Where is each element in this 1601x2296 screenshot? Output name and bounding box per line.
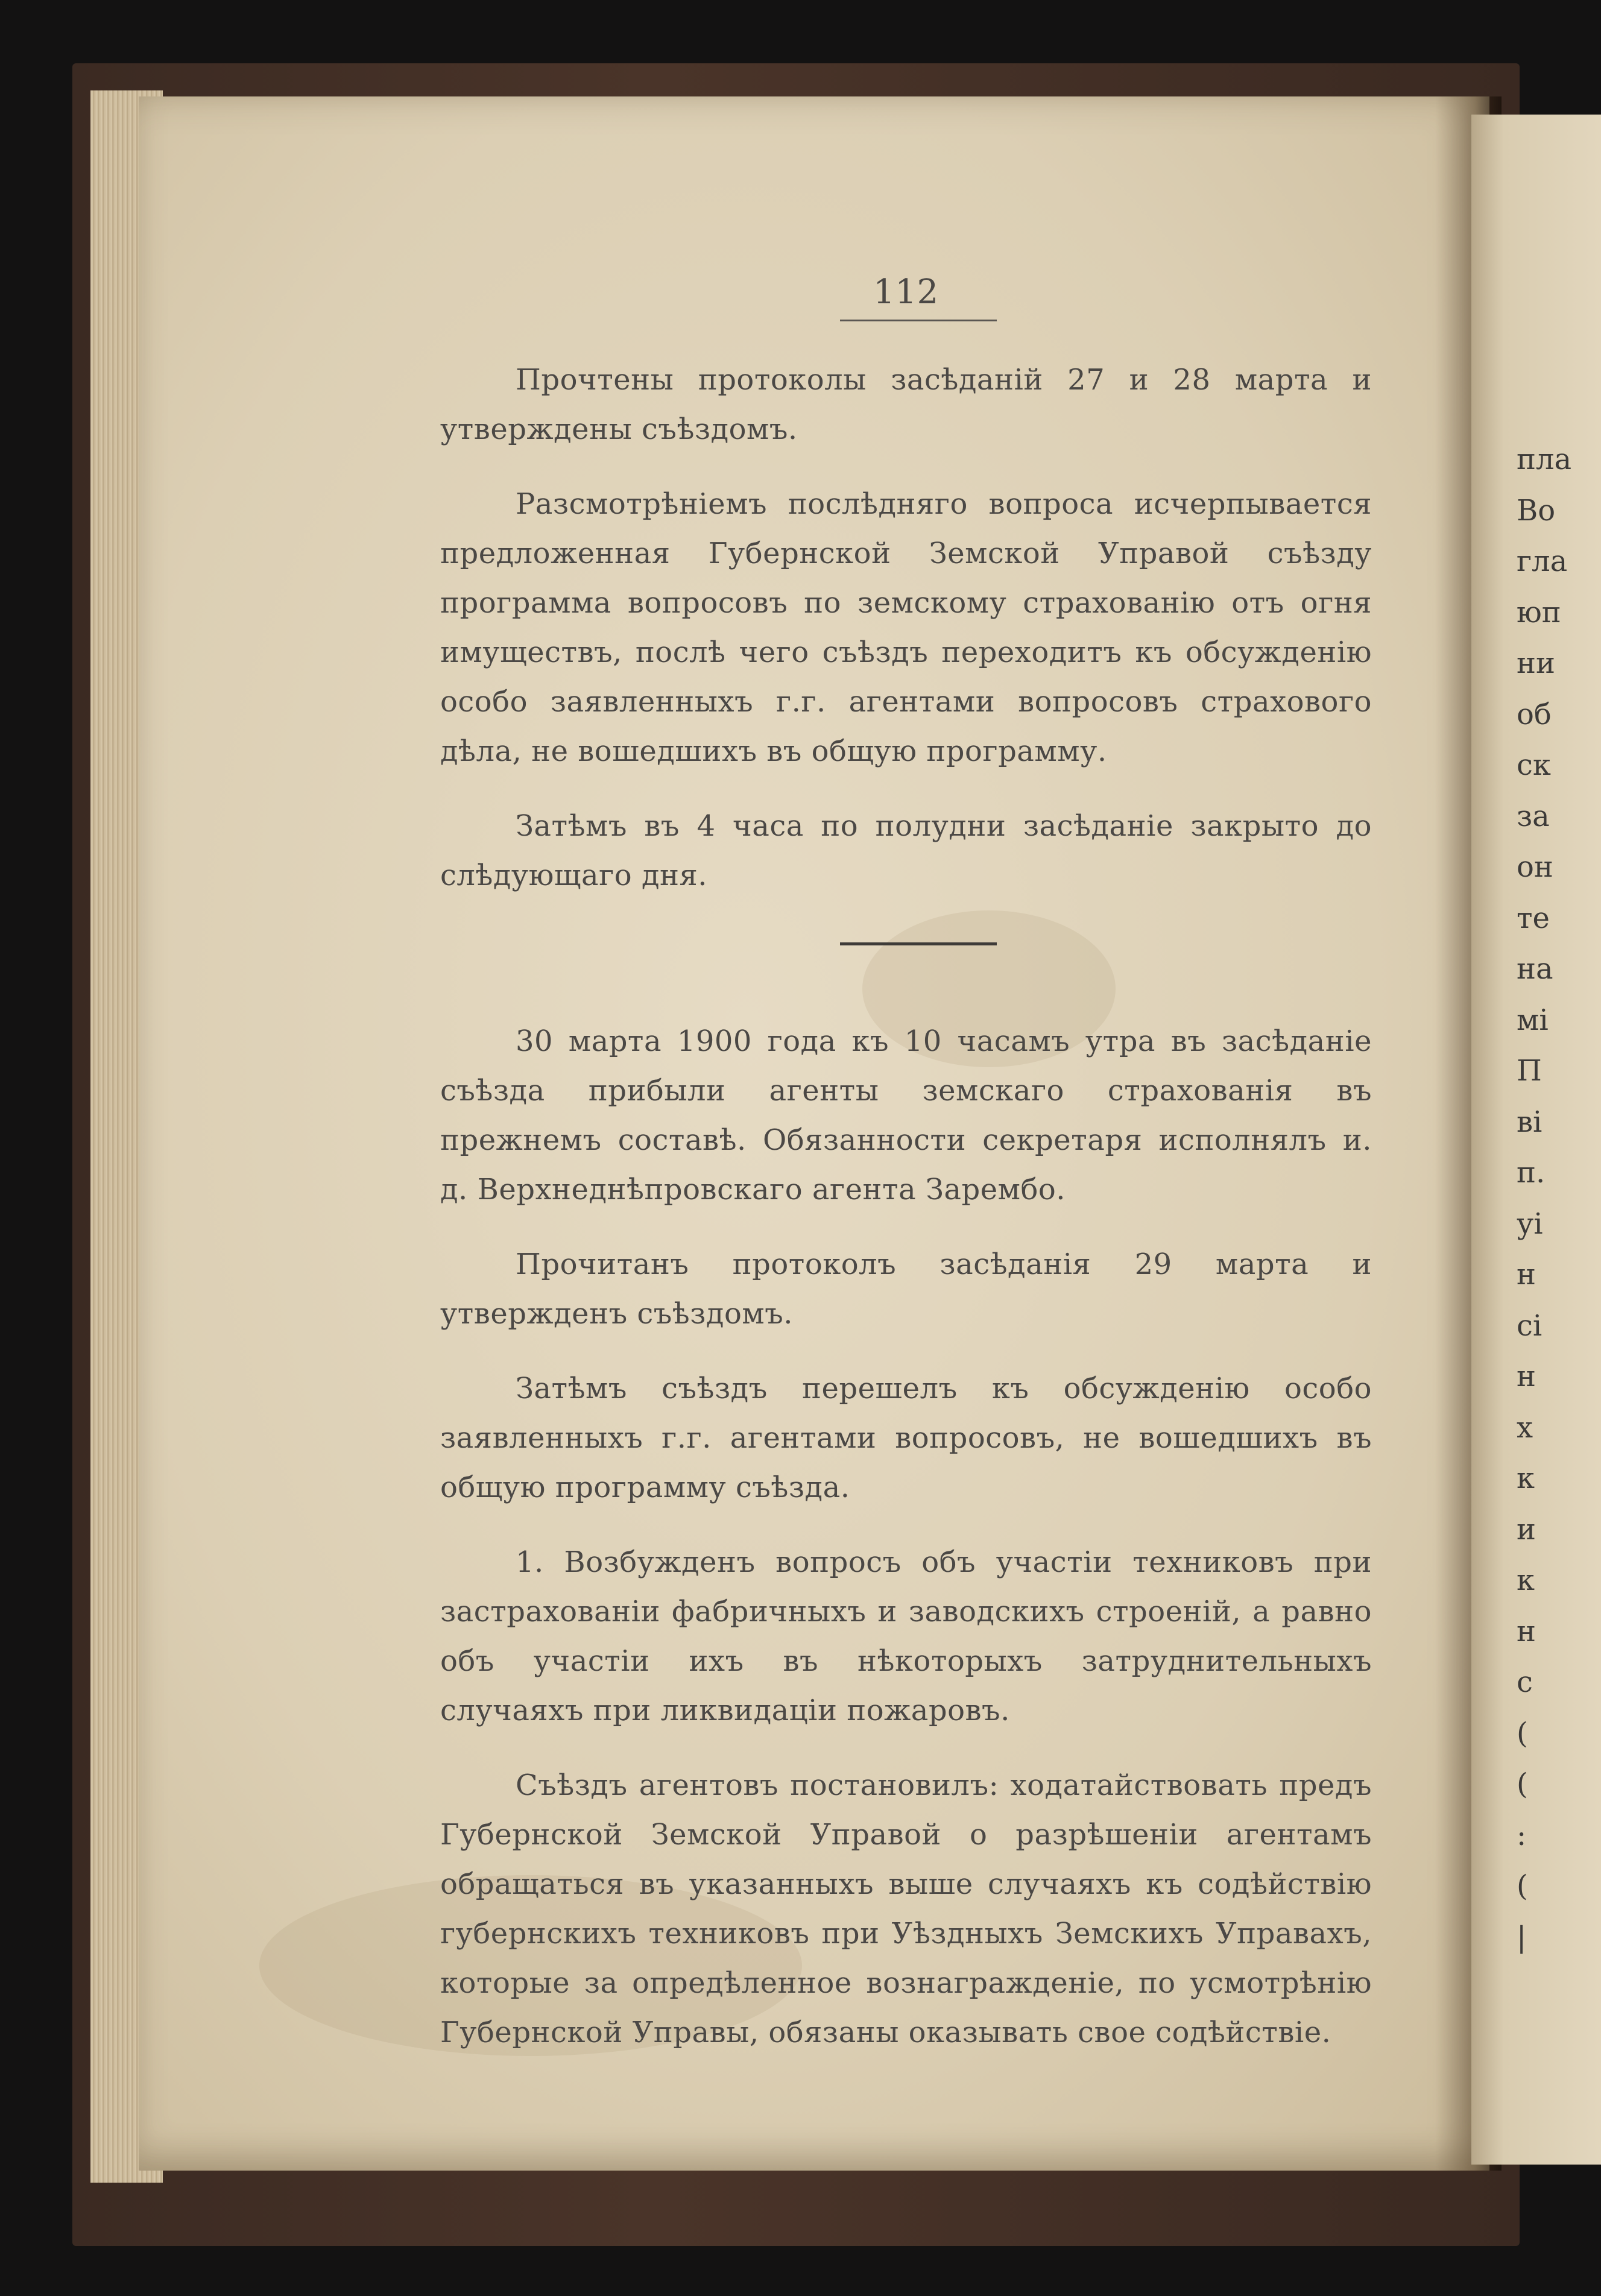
page-number-rule: [840, 320, 997, 321]
facing-page-line: с: [1517, 1665, 1533, 1699]
paragraph-minutes-approved: Прочтены протоколы засѣданій 27 и 28 марта и утверждены съѣздомъ.: [440, 363, 1372, 446]
facing-page-line: уі: [1517, 1206, 1543, 1241]
paragraph-march-30-session: 30 марта 1900 года къ 10 часамъ утра въ засѣданіе съѣзда прибыли агенты земскаго страхованія въ прежнемъ составѣ. Обязанности секретаря исполнялъ и. д. Верхнеднѣпровскаго агента Зарембо.: [440, 1024, 1372, 1206]
facing-page-line: п.: [1517, 1156, 1546, 1190]
paragraph-resolution: Съѣздъ агентовъ постановилъ: ходатайствовать предъ Губернской Земской Управой о разрѣшеніи агентамъ обращаться въ указанныхъ выше случаяхъ къ содѣйствію губернскихъ техниковъ при Уѣздныхъ Земскихъ Управахъ, которые за опредѣленное вознагражденіе, по усмотрѣнію Губернской Управы, обязаны оказывать свое содѣйствіе.: [440, 1768, 1372, 2049]
paragraph-special-questions: Затѣмъ съѣздъ перешелъ къ обсужденію особо заявленныхъ г.г. агентами вопросовъ, не вошедшихъ въ общую программу съѣзда.: [440, 1372, 1372, 1504]
facing-page-line: (: [1517, 1869, 1528, 1903]
facing-page-line: П: [1517, 1054, 1542, 1088]
page-content: [440, 265, 1372, 2057]
facing-page-line: х: [1517, 1410, 1533, 1445]
facing-page-line: те: [1517, 901, 1550, 935]
paragraph-program-exhausted: Разсмотрѣніемъ послѣдняго вопроса исчерпывается предложенная Губернской Земской Управой съѣзду программа вопросовъ по земскому страхованію отъ огня имуществъ, послѣ чего съѣздъ переходитъ къ обсужденію особо заявленныхъ г.г. агентами вопросовъ страхового дѣла, не вошедшихъ въ общую программу.: [440, 487, 1372, 768]
facing-page-line: на: [1517, 952, 1553, 986]
facing-page-line: мі: [1517, 1003, 1549, 1037]
facing-page-line: гла: [1517, 544, 1568, 578]
facing-page-line: юп: [1517, 595, 1561, 629]
facing-page-line: к: [1517, 1462, 1535, 1495]
facing-page-line: за: [1517, 799, 1550, 833]
facing-page-line: ск: [1517, 748, 1551, 782]
facing-page-line: (: [1517, 1767, 1528, 1801]
facing-page-line: |: [1517, 1920, 1527, 1954]
facing-page-line: пла: [1517, 443, 1572, 476]
facing-page-line: (: [1517, 1716, 1528, 1750]
facing-page-line: :: [1517, 1818, 1527, 1852]
paragraph-protocol-read: Прочитанъ протоколъ засѣданія 29 марта и утвержденъ съѣздомъ.: [440, 1247, 1372, 1331]
section-divider: [840, 942, 997, 945]
facing-page-line: он: [1517, 850, 1553, 884]
facing-page-line: н: [1517, 1360, 1536, 1393]
paragraph-session-closed: Затѣмъ въ 4 часа по полудни засѣданіе закрыто до слѣдующаго дня.: [440, 809, 1372, 892]
facing-page-line: Во: [1517, 493, 1556, 528]
facing-page-text: [1517, 434, 1601, 1963]
facing-page-line: и: [1517, 1512, 1536, 1547]
facing-page-line: ві: [1517, 1105, 1543, 1139]
facing-page-line: н: [1517, 1258, 1536, 1292]
facing-page-line: ни: [1517, 646, 1555, 680]
page-number: 112: [873, 273, 939, 312]
facing-page-line: об: [1517, 697, 1552, 731]
facing-page-line: к: [1517, 1563, 1535, 1597]
facing-page-line: н: [1517, 1614, 1536, 1648]
paragraph-item-1-technicians: 1. Возбужденъ вопросъ объ участіи техниковъ при застрахованіи фабричныхъ и заводскихъ строеній, а равно объ участіи ихъ въ нѣкоторыхъ затруднительныхъ случаяхъ при ликвидаціи пожаровъ.: [440, 1545, 1372, 1727]
facing-page-line: сі: [1517, 1308, 1543, 1343]
